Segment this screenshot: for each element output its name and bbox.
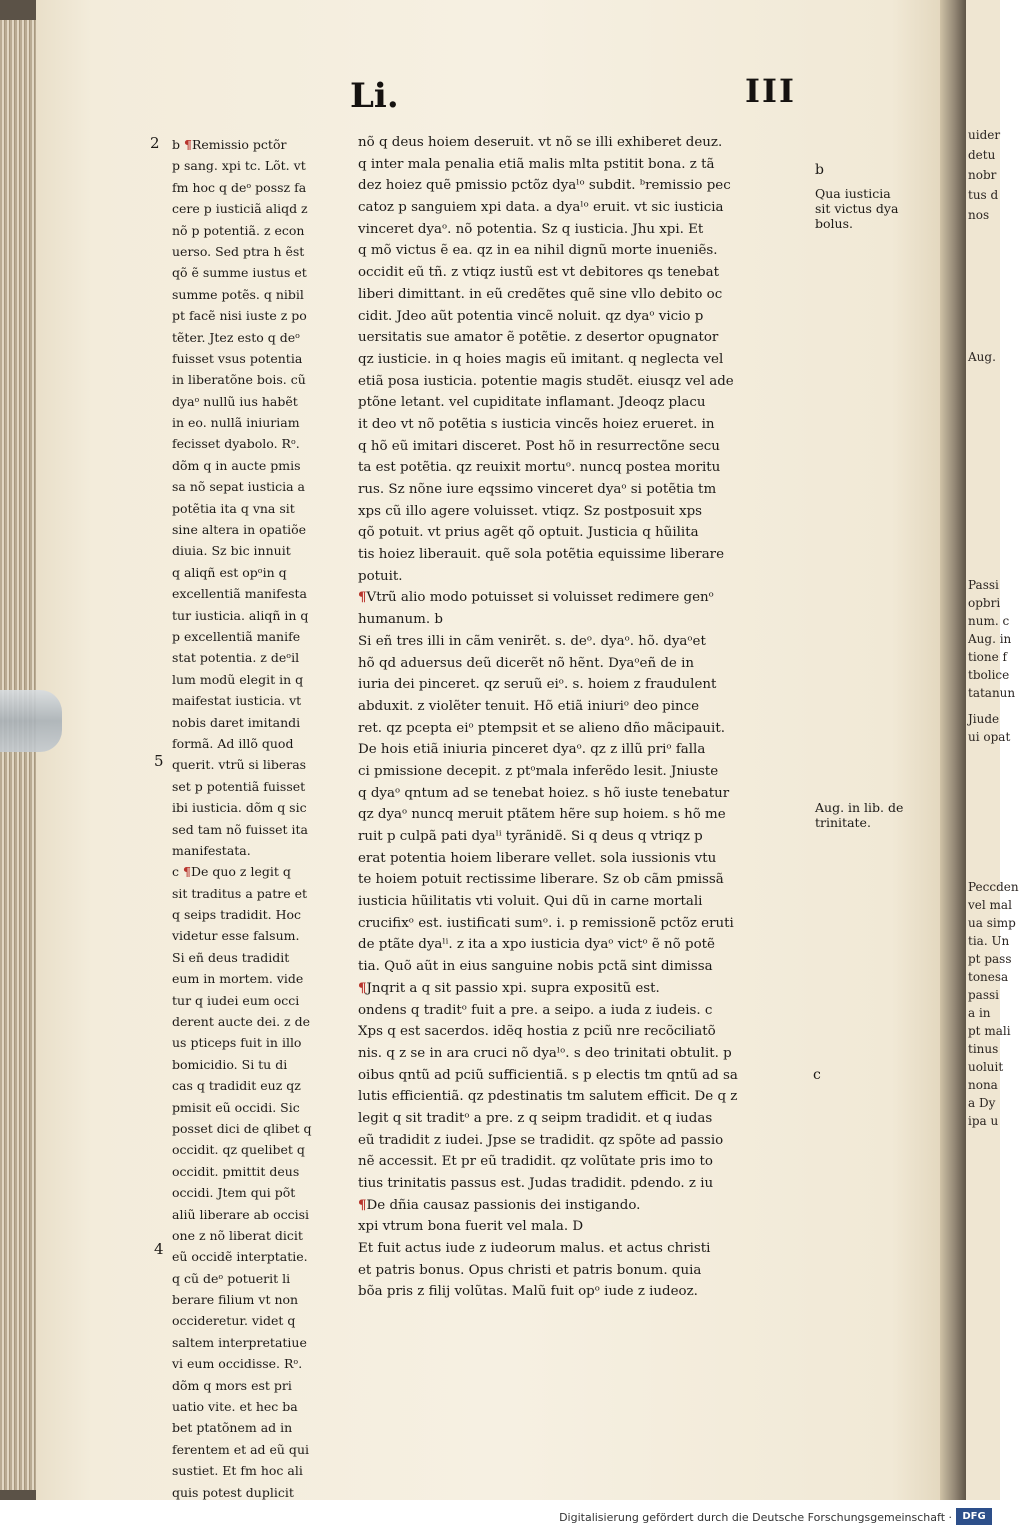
text-line: occidit. qz quelibet q bbox=[172, 1142, 305, 1158]
page-clip bbox=[0, 690, 62, 752]
text-line: abduxit. z violẽter tenuit. Hõ etiã iniuriᵒ deo pince bbox=[358, 698, 700, 714]
text-line: liberi dimittant. in eũ credẽtes quẽ sine vllo debito oc bbox=[358, 286, 723, 302]
facing-page-fragment: tus d bbox=[968, 188, 999, 202]
text-line: derent aucte dei. z de bbox=[172, 1014, 311, 1030]
facing-page-fragment: Peccden bbox=[968, 880, 1019, 894]
text-line: q aliqñ est opᵒin q bbox=[172, 564, 287, 580]
text-line: ret. qz pcepta eiᵒ ptempsit et se alieno dño mãcipauit. bbox=[358, 720, 725, 736]
margin-number: 5 bbox=[154, 752, 164, 770]
text-line: etiã posa iusticia. potentie magis studẽt. eiusqz vel ade bbox=[358, 373, 734, 389]
facing-page-fragment: a in bbox=[968, 1006, 991, 1020]
text-line: ¶Vtrũ alio modo potuisset si voluisset redimere genᵒ bbox=[358, 589, 714, 606]
marginal-letter: c bbox=[813, 1067, 821, 1083]
text-line: querit. vtrũ si liberas bbox=[172, 757, 307, 773]
facing-page-fragment: Aug. in bbox=[968, 632, 1012, 646]
facing-page-fragment: ipa u bbox=[968, 1114, 999, 1128]
text-line: posset dici de qlibet q bbox=[172, 1120, 312, 1136]
text-line: stat potentia. z deᵒil bbox=[172, 650, 300, 666]
facing-page-fragment: Aug. bbox=[968, 350, 996, 364]
text-line: Xps q est sacerdos. idẽq hostia z pciũ nre recõciliatõ bbox=[358, 1024, 716, 1040]
note-line: sit victus dya bbox=[815, 201, 899, 216]
text-line: Et fuit actus iude z iudeorum malus. et actus christi bbox=[358, 1241, 711, 1257]
text-line: vi eum occidisse. Rᵒ. bbox=[172, 1356, 303, 1372]
text-line: dõm q in aucte pmis bbox=[172, 457, 301, 473]
facing-page-fragment: tonesa bbox=[968, 970, 1009, 984]
text-line: summe potẽs. q nibil bbox=[172, 286, 304, 302]
text-line: cidit. Jdeo aũt potentia vincẽ noluit. qz dyaᵒ vicio p bbox=[358, 308, 704, 324]
text-line: formã. Ad illõ quod bbox=[172, 735, 294, 751]
facing-page-fragment: tatanun bbox=[968, 686, 1016, 700]
text-line: occideretur. videt q bbox=[172, 1313, 296, 1329]
text-line: cere p iusticiã aliqd z bbox=[172, 201, 308, 217]
text-line: tia. Quõ aũt in eius sanguine nobis pctã sint dimissa bbox=[358, 959, 713, 975]
folio-number: III bbox=[745, 72, 796, 110]
funding-credit: Digitalisierung gefördert durch die Deutsche Forschungsgemeinschaft · bbox=[559, 1511, 952, 1524]
text-line: q mõ victus ẽ ea. qz in ea nihil dignũ morte inueniẽs. bbox=[358, 243, 718, 259]
text-line: in eo. nullã iniuriam bbox=[172, 415, 300, 431]
text-line: excellentiã manifesta bbox=[172, 586, 308, 602]
text-line: qõ potuit. vt prius agẽt qõ optuit. Justicia q hũilita bbox=[358, 525, 699, 541]
text-line: nõ p potentiã. z econ bbox=[172, 222, 305, 238]
note-line: trinitate. bbox=[815, 815, 871, 830]
marginal-note-aug bbox=[815, 800, 903, 830]
text-line: occidi. Jtem qui põt bbox=[172, 1185, 296, 1201]
text-line: legit q sit traditᵒ a pre. z q seipm tradidit. et q iudas bbox=[358, 1110, 713, 1126]
text-line: diuia. Sz bic innuit bbox=[172, 543, 291, 559]
facing-page-fragment: num. c bbox=[968, 614, 1010, 628]
text-line: manifestata. bbox=[172, 842, 251, 858]
text-line: ondens q traditᵒ fuit a pre. a seipo. a iuda z iudeis. c bbox=[358, 1002, 713, 1018]
text-line: De hois etiã iniuria pinceret dyaᵒ. qz z illũ priᵒ falla bbox=[358, 742, 706, 758]
facing-page bbox=[966, 0, 1019, 1500]
text-line: xps cũ illo agere voluisset. vtiqz. Sz postposuit xps bbox=[358, 503, 703, 519]
text-line: xpi vtrum bona fuerit vel mala. D bbox=[358, 1219, 584, 1235]
text-line: iusticia hũilitatis vti voluit. Qui dũ in carne mortali bbox=[358, 894, 703, 910]
facing-page-fragment: uoluit bbox=[968, 1060, 1004, 1074]
text-line: p sang. xpi tc. Lõt. vt bbox=[172, 158, 306, 174]
margin-number: 2 bbox=[150, 134, 160, 152]
text-line: ta est potẽtia. qz reuixit mortuᵒ. nuncq postea moritu bbox=[358, 460, 721, 476]
text-line: te hoiem potuit rectissime liberare. Sz ob cãm pmissã bbox=[358, 872, 724, 888]
text-line: iuria dei pinceret. qz seruũ eiᵒ. s. hoiem z fraudulent bbox=[358, 677, 717, 693]
facing-page-fragment: tbolice bbox=[968, 668, 1010, 682]
book-gutter bbox=[940, 0, 966, 1500]
facing-page-fragment: ua simp bbox=[968, 916, 1016, 930]
text-line: videtur esse falsum. bbox=[172, 928, 300, 944]
facing-page-fragment: pt pass bbox=[968, 952, 1012, 966]
text-line: q seips tradidit. Hoc bbox=[172, 907, 302, 923]
text-line: qz dyaᵒ nuncq meruit ptãtem hẽre sup hoiem. s hõ me bbox=[358, 807, 726, 823]
rubric-pilcrow: ¶ bbox=[358, 979, 367, 996]
facing-page-fragment: passi bbox=[968, 988, 999, 1002]
text-line: rus. Sz nõne iure eqssimo vinceret dyaᵒ si potẽtia tm bbox=[358, 482, 717, 497]
rubric-pilcrow: ¶ bbox=[183, 137, 192, 152]
text-line: q hõ eũ imitari disceret. Post hõ in resurrectõne secu bbox=[358, 438, 720, 454]
text-line: b ¶Remissio pctõr bbox=[172, 137, 287, 152]
text-line: ruit p culpã pati dyaˡⁱ tyrãnidẽ. Si q deus q vtriqz p bbox=[358, 829, 703, 844]
text-line: dyaᵒ nullũ ius habẽt bbox=[172, 393, 298, 409]
marginal-note-b bbox=[815, 186, 898, 231]
facing-page-fragment: vel mal bbox=[968, 898, 1012, 912]
facing-page-fragment: a Dy bbox=[968, 1096, 996, 1110]
text-line: et patris bonus. Opus christi et patris bonum. quia bbox=[358, 1262, 702, 1278]
text-line: Si eñ tres illi in cãm venirẽt. s. deᵒ. dyaᵒ. hõ. dyaᵒet bbox=[358, 633, 706, 649]
text-line: bet ptatõnem ad in bbox=[172, 1420, 293, 1436]
text-line: ptõne letant. vel cupiditate inflamant. Jdeoqz placu bbox=[358, 395, 706, 411]
text-line: p excellentiã manife bbox=[172, 628, 301, 644]
text-line: tẽter. Jtez esto q deᵒ bbox=[172, 329, 300, 345]
text-line: Si eñ deus tradidit bbox=[172, 949, 290, 965]
text-line: us pticeps fuit in illo bbox=[172, 1035, 302, 1051]
text-line: q dyaᵒ qntum ad se tenebat hoiez. s hõ iuste tenebatur bbox=[358, 785, 730, 801]
text-line: vinceret dyaᵒ. nõ potentia. Sz q iusticia. Jhu xpi. Et bbox=[358, 221, 704, 237]
rubric-pilcrow: ¶ bbox=[358, 1196, 367, 1213]
facing-page-fragment: nobr bbox=[968, 168, 997, 182]
text-line: bõa pris z filij volũtas. Malũ fuit opᵒ iude z iudeoz. bbox=[358, 1284, 698, 1300]
text-line: saltem interpretatiue bbox=[172, 1334, 307, 1350]
text-line: tius trinitatis passus est. Judas tradidit. pdendo. z iu bbox=[358, 1176, 714, 1191]
text-line: crucifixᵒ est. iustificati sumᵒ. i. p remissionẽ pctõz eruti bbox=[358, 915, 734, 931]
text-line: dõm q mors est pri bbox=[172, 1377, 292, 1393]
facing-page-fragment: detu bbox=[968, 148, 996, 162]
text-line: qz iusticie. in q hoies magis eũ imitant. q neglecta vel bbox=[358, 351, 724, 367]
text-line: sustiet. Et fm hoc ali bbox=[172, 1463, 303, 1479]
text-line: tur q iudei eum occi bbox=[172, 992, 300, 1008]
main-column bbox=[358, 132, 790, 1303]
text-line: occidit. pmittit deus bbox=[172, 1163, 300, 1179]
text-line: pt facẽ nisi iuste z po bbox=[172, 308, 307, 324]
text-line: lutis efficientiã. qz pdestinatis tm salutem efficit. De q z bbox=[358, 1089, 738, 1105]
text-line: dez hoiez quẽ pmissio pctõz dyaˡᵒ subdit. ᵇremissio pec bbox=[358, 178, 731, 194]
text-line: hõ qd aduersus deũ dicerẽt nõ hẽnt. Dyaᵒeñ de in bbox=[358, 655, 695, 671]
note-line: Aug. in lib. de bbox=[815, 800, 904, 815]
text-line: ci pmissione decepit. z ptᵒmala inferẽdo lesit. Jniuste bbox=[358, 763, 719, 779]
text-line: set p potentiã fuisset bbox=[172, 778, 306, 794]
text-line: uerso. Sed ptra h ẽst bbox=[172, 243, 305, 259]
text-line: potẽtia ita q vna sit bbox=[172, 500, 295, 516]
margin-number: 4 bbox=[154, 1240, 164, 1258]
text-line: uersitatis sue amator ẽ potẽtie. z desertor opugnator bbox=[358, 330, 719, 346]
rubric-pilcrow: ¶ bbox=[182, 864, 191, 880]
footer-bar bbox=[0, 1500, 1000, 1538]
text-line: potuit. bbox=[358, 568, 403, 584]
text-line: sine altera in opatiõe bbox=[172, 522, 307, 538]
text-line: it deo vt nõ potẽtia s iusticia vincẽs hoiez erueret. in bbox=[358, 416, 715, 432]
text-line: uatio vite. et hec ba bbox=[172, 1399, 298, 1415]
facing-page-fragment: tia. Un bbox=[968, 934, 1010, 948]
text-line: qõ ẽ summe iustus et bbox=[172, 265, 307, 281]
text-line: oibus qntũ ad pciũ sufficientiã. s p electis tm qntũ ad sa bbox=[358, 1067, 738, 1083]
text-line: tur iusticia. aliqñ in q bbox=[172, 607, 309, 623]
text-line: in liberatõne bois. cũ bbox=[172, 372, 306, 388]
facing-page-fragment: nona bbox=[968, 1078, 998, 1092]
text-line: fuisset vsus potentia bbox=[172, 350, 303, 366]
facing-page-fragment: Jiude bbox=[968, 712, 1000, 726]
text-line: nis. q z se in ara cruci nõ dyaˡᵒ. s deo trinitati obtulit. p bbox=[358, 1045, 732, 1061]
text-line: tis hoiez liberauit. quẽ sola potẽtia equissime liberare bbox=[358, 547, 724, 563]
text-line: ¶De dñia causaz passionis dei instigando. bbox=[358, 1196, 641, 1213]
facing-page-fragment: opbri bbox=[968, 596, 1001, 610]
running-head: Li. bbox=[350, 76, 399, 116]
text-line: quis potest duplicit bbox=[172, 1484, 294, 1500]
text-line: cas q tradidit euz qz bbox=[172, 1078, 301, 1094]
text-line: c ¶De quo z legit q bbox=[172, 864, 291, 880]
text-line: eũ occidẽ interptatie. bbox=[172, 1249, 308, 1265]
text-line: berare filium vt non bbox=[172, 1292, 299, 1308]
facing-page-fragment: ui opat bbox=[968, 730, 1011, 744]
text-line: sit traditus a patre et bbox=[172, 885, 307, 901]
text-line: erat potentia hoiem liberare vellet. sola iussionis vtu bbox=[358, 850, 717, 866]
text-line: occidit eũ tñ. z vtiqz iustũ est vt debitores qs tenebat bbox=[358, 265, 719, 281]
text-line: q inter mala penalia etiã malis mlta pstitit bona. z tã bbox=[358, 156, 715, 172]
facing-page-fragment: pt mali bbox=[968, 1024, 1011, 1038]
text-line: pmisit eũ occidi. Sic bbox=[172, 1099, 300, 1115]
rubric-pilcrow: ¶ bbox=[358, 589, 367, 606]
text-line: nõ q deus hoiem deseruit. vt nõ se illi exhiberet deuz. bbox=[358, 135, 723, 150]
facing-page-fragment: Passi bbox=[968, 578, 999, 592]
facing-page-fragment: uider bbox=[968, 128, 1001, 142]
page-edges bbox=[0, 20, 40, 1490]
text-line: maifestat iusticia. vt bbox=[172, 693, 302, 709]
dfg-logo: DFG bbox=[956, 1508, 992, 1525]
text-line: ibi iusticia. dõm q sic bbox=[172, 800, 307, 816]
text-line: bomicidio. Si tu di bbox=[172, 1056, 288, 1072]
text-line: ferentem et ad eũ qui bbox=[172, 1441, 309, 1457]
facing-page-fragment: nos bbox=[968, 208, 990, 222]
text-line: catoz p sanguiem xpi data. a dyaˡᵒ eruit. vt sic iusticia bbox=[358, 200, 724, 216]
facing-page-fragment: tinus bbox=[968, 1042, 999, 1056]
text-line: ¶Jnqrit a q sit passio xpi. supra expositũ est. bbox=[358, 979, 660, 996]
text-line: aliũ liberare ab occisi bbox=[172, 1206, 310, 1222]
text-line: fm hoc q deᵒ possz fa bbox=[172, 179, 307, 195]
text-line: fecisset dyabolo. Rᵒ. bbox=[172, 436, 300, 452]
marginal-letter: b bbox=[815, 162, 824, 178]
text-line: eũ tradidit z iudei. Jpse se tradidit. qz spõte ad passio bbox=[358, 1132, 724, 1148]
left-column bbox=[172, 134, 342, 1503]
text-line: humanum. b bbox=[358, 612, 443, 628]
text-line: nẽ accessit. Et pr eũ tradidit. qz volũtate pris imo to bbox=[358, 1154, 713, 1170]
facing-page-fragment: tione f bbox=[968, 650, 1007, 664]
note-line: Qua iusticia bbox=[815, 186, 891, 201]
text-line: one z nõ liberat dicit bbox=[172, 1227, 303, 1243]
text-line: nobis daret imitandi bbox=[172, 714, 301, 730]
note-line: bolus. bbox=[815, 216, 853, 231]
text-line: sed tam nõ fuisset ita bbox=[172, 821, 309, 837]
text-line: de ptãte dyaˡⁱ. z ita a xpo iusticia dyaᵒ victᵒ ẽ nõ potẽ bbox=[358, 937, 715, 953]
text-line: q cũ deᵒ potuerit li bbox=[172, 1270, 291, 1286]
text-line: sa nõ sepat iusticia a bbox=[172, 479, 306, 495]
text-line: eum in mortem. vide bbox=[172, 971, 304, 987]
text-line: lum modũ elegit in q bbox=[172, 671, 304, 687]
